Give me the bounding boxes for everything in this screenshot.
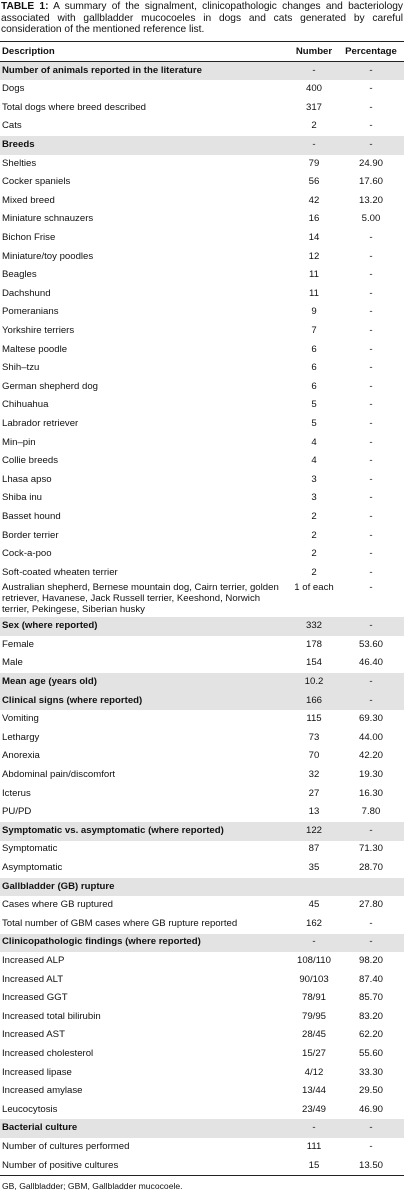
cell-percentage: 13.20: [358, 194, 383, 206]
cell-description: Increased ALP: [2, 954, 65, 966]
cell-number: 5: [311, 417, 317, 429]
cell-number: 4: [311, 436, 317, 448]
cell-percentage: -: [369, 83, 373, 95]
cell-description: Basset hound: [2, 510, 61, 522]
table-row: [0, 803, 404, 822]
cell-description: Yorkshire terriers: [2, 324, 75, 336]
cell-percentage: -: [369, 399, 373, 411]
cell-number: 16: [308, 213, 320, 225]
cell-description: Increased GGT: [2, 992, 68, 1004]
cell-number: 15: [290, 1157, 338, 1176]
cell-percentage: -: [369, 529, 373, 541]
table-row: [0, 489, 404, 508]
cell-description: Shih–tzu: [2, 362, 40, 374]
cell-description: Symptomatic: [2, 843, 58, 855]
table-row: [0, 322, 404, 341]
cell-percentage: 16.30: [358, 787, 383, 799]
cell-percentage: -: [369, 1140, 373, 1152]
cell-number: 9: [311, 306, 317, 318]
header-row: [0, 41, 404, 61]
cell-percentage: -: [369, 548, 373, 560]
cell-number: 1 of each: [294, 582, 334, 594]
cell-number: 115: [306, 713, 322, 725]
cell-description: Mixed breed: [2, 194, 55, 206]
table-row: [0, 545, 404, 564]
table-row: [0, 915, 404, 934]
cell-number: 13/44: [301, 1085, 326, 1097]
table-row: [0, 527, 404, 546]
cell-description: Cocker spaniels: [2, 176, 71, 188]
cell-number: 162: [305, 917, 322, 929]
cell-percentage: -: [369, 492, 373, 504]
cell-description: Pomeranians: [2, 306, 59, 318]
cell-percentage: 46.90: [358, 1103, 383, 1115]
cell-description: Beagles: [2, 269, 37, 281]
cell-percentage: 13.50: [338, 1157, 404, 1176]
section-row: [0, 934, 404, 953]
cell-description: Number of positive cultures: [0, 1157, 290, 1176]
cell-description: Increased ALT: [2, 973, 64, 985]
table-row: [0, 99, 404, 118]
cell-number: 317: [305, 101, 322, 113]
cell-percentage: 46.40: [358, 657, 383, 669]
cell-number: [290, 878, 338, 897]
cell-percentage: -: [338, 61, 404, 80]
cell-number: 90/103: [299, 973, 329, 985]
cell-number: 108/110: [297, 954, 331, 966]
cell-number: 56: [308, 176, 320, 188]
cell-number: 166: [290, 692, 338, 711]
cell-number: 10.2: [290, 673, 338, 692]
cell-number: -: [290, 136, 338, 155]
section-row: [0, 878, 404, 897]
section-row: [0, 617, 404, 636]
cell-percentage: 62.20: [358, 1029, 383, 1041]
cell-percentage: -: [338, 822, 404, 841]
cell-number: 3: [311, 492, 317, 504]
cell-number: 2: [311, 548, 317, 560]
cell-number: 28/45: [301, 1029, 326, 1041]
cell-description: Lhasa apso: [2, 473, 52, 485]
cell-description: Female: [2, 638, 34, 650]
cell-number: 32: [308, 769, 320, 781]
cell-percentage: -: [369, 287, 373, 299]
cell-description: Gallbladder (GB) rupture: [0, 878, 290, 897]
table-row: [0, 508, 404, 527]
cell-description: Icterus: [2, 787, 31, 799]
table-row: [0, 359, 404, 378]
table-row: [0, 1064, 404, 1083]
cell-description: Breeds: [0, 136, 290, 155]
cell-number: 79/95: [301, 1010, 326, 1022]
cell-percentage: -: [369, 566, 373, 578]
cell-description: Labrador retriever: [2, 417, 79, 429]
cell-number: 78/91: [301, 992, 326, 1004]
cell-description: Shiba inu: [2, 492, 43, 504]
cell-description: Leucocytosis: [2, 1103, 58, 1115]
cell-number: 2: [311, 529, 317, 541]
cell-description: Number of animals reported in the literature: [0, 61, 290, 80]
cell-number: 111: [306, 1140, 322, 1152]
cell-description: Increased AST: [2, 1029, 65, 1041]
cell-percentage: 5.00: [361, 213, 381, 225]
table-row: [0, 1026, 404, 1045]
table-row: [0, 118, 404, 137]
cell-number: -: [290, 1119, 338, 1138]
table-row: [0, 841, 404, 860]
cell-description: Bichon Frise: [2, 232, 56, 244]
cell-number: 6: [311, 362, 317, 374]
cell-percentage: -: [338, 692, 404, 711]
cell-number: 11: [309, 269, 319, 281]
table-row: [0, 1138, 404, 1157]
cell-number: 12: [308, 250, 320, 262]
cell-description: Increased lipase: [2, 1066, 72, 1078]
cell-description: Mean age (years old): [0, 673, 290, 692]
table-caption: [0, 0, 404, 41]
cell-percentage: -: [369, 306, 373, 318]
cell-percentage: -: [338, 1119, 404, 1138]
cell-percentage: 17.60: [358, 176, 383, 188]
cell-percentage: 27.80: [358, 899, 383, 911]
cell-description: Total number of GBM cases where GB rupture reported: [2, 917, 238, 929]
cell-percentage: -: [369, 436, 373, 448]
cell-number: 6: [311, 380, 317, 392]
header-number: Number: [290, 41, 338, 61]
cell-percentage: -: [369, 417, 373, 429]
table-row: [0, 1082, 404, 1101]
table-row: [0, 1045, 404, 1064]
section-row: [0, 822, 404, 841]
cell-number: 73: [308, 731, 320, 743]
cell-number: 154: [305, 657, 322, 669]
cell-number: 45: [308, 899, 320, 911]
cell-description: Dogs: [2, 83, 25, 95]
table-row: [0, 896, 404, 915]
cell-percentage: 29.50: [358, 1085, 383, 1097]
cell-percentage: -: [369, 101, 373, 113]
cell-percentage: -: [369, 269, 373, 281]
cell-percentage: -: [369, 510, 373, 522]
cell-description: Miniature schnauzers: [2, 213, 94, 225]
cell-percentage: 83.20: [358, 1010, 383, 1022]
cell-percentage: -: [369, 250, 373, 262]
cell-percentage: 33.30: [358, 1066, 383, 1078]
cell-percentage: -: [369, 473, 373, 485]
cell-description: Asymptomatic: [2, 862, 63, 874]
cell-description: Symptomatic vs. asymptomatic (where reported): [0, 822, 290, 841]
cell-number: 11: [309, 287, 319, 299]
cell-number: 87: [308, 843, 320, 855]
section-row: [0, 1119, 404, 1138]
table-row: [0, 80, 404, 99]
cell-number: 2: [311, 510, 317, 522]
cell-description: Clinicopathologic findings (where reported): [0, 934, 290, 953]
cell-description: Collie breeds: [2, 455, 58, 467]
cell-number: 122: [290, 822, 338, 841]
cell-description: Number of cultures performed: [2, 1140, 130, 1152]
table-row: [0, 229, 404, 248]
cell-number: 14: [308, 232, 320, 244]
cell-percentage: 85.70: [358, 992, 383, 1004]
cell-description: Dachshund: [2, 287, 51, 299]
section-row: [0, 673, 404, 692]
table-row: [0, 211, 404, 230]
cell-description: Miniature/toy poodles: [2, 250, 94, 262]
table-row: [0, 748, 404, 767]
table-row: [0, 192, 404, 211]
table-row: [0, 952, 404, 971]
table-row: [0, 341, 404, 360]
cell-percentage: -: [338, 617, 404, 636]
cell-description: Bacterial culture: [0, 1119, 290, 1138]
cell-number: 400: [305, 83, 322, 95]
cell-number: 13: [308, 806, 320, 818]
cell-description: Soft-coated wheaten terrier: [2, 566, 118, 578]
cell-number: 2: [311, 120, 317, 132]
cell-number: 2: [311, 566, 317, 578]
cell-percentage: -: [369, 380, 373, 392]
cell-description: German shepherd dog: [2, 380, 98, 392]
table-row: [0, 452, 404, 471]
table-body: [0, 61, 404, 1175]
table-row: [0, 434, 404, 453]
cell-percentage: -: [338, 673, 404, 692]
cell-description: Min–pin: [2, 436, 36, 448]
table-row: [0, 396, 404, 415]
cell-number: -: [290, 61, 338, 80]
table-row: [0, 266, 404, 285]
cell-description: Increased cholesterol: [2, 1047, 94, 1059]
cell-percentage: -: [369, 232, 373, 244]
cell-description: Vomiting: [2, 713, 39, 725]
table-row: [0, 1008, 404, 1027]
table-row: [0, 1101, 404, 1120]
cell-number: 70: [308, 750, 320, 762]
cell-description: Maltese poodle: [2, 343, 68, 355]
cell-number: -: [290, 934, 338, 953]
cell-description: Abdominal pain/discomfort: [2, 769, 116, 781]
cell-number: 6: [311, 343, 317, 355]
table-footnote: GB, Gallbladder; GBM, Gallbladder mucocoele.: [2, 1181, 183, 1191]
table-row: [0, 173, 404, 192]
cell-description: Chihuahua: [2, 399, 49, 411]
table-row: [0, 155, 404, 174]
cell-number: 332: [290, 617, 338, 636]
cell-description: Cats: [2, 120, 22, 132]
section-row: [0, 136, 404, 155]
cell-description: Shelties: [2, 157, 37, 169]
cell-percentage: 55.60: [358, 1047, 383, 1059]
table-row: [0, 471, 404, 490]
cell-description: PU/PD: [2, 806, 32, 818]
cell-percentage: -: [369, 362, 373, 374]
cell-number: 42: [308, 194, 320, 206]
table-row: [0, 564, 404, 583]
cell-percentage: -: [338, 934, 404, 953]
cell-percentage: [338, 878, 404, 897]
cell-percentage: -: [369, 120, 373, 132]
cell-percentage: -: [338, 136, 404, 155]
cell-number: 4: [311, 455, 317, 467]
caption-text: A summary of the signalment, clinicopathologic changes and bacteriology associated with gallbladder mucocoeles in dogs and cats generated by careful consideration of the mentioned reference list.: [1, 1, 403, 36]
cell-number: 4/12: [304, 1066, 324, 1078]
table-row: [0, 710, 404, 729]
cell-number: 79: [308, 157, 320, 169]
table-row: [0, 655, 404, 674]
cell-percentage: 7.80: [361, 806, 381, 818]
section-row: [0, 692, 404, 711]
section-row: [0, 61, 404, 80]
header-percentage: Percentage: [338, 41, 404, 61]
table-row: [0, 248, 404, 267]
cell-number: 15/27: [301, 1047, 326, 1059]
summary-table: [0, 41, 404, 1176]
cell-description: Clinical signs (where reported): [0, 692, 290, 711]
cell-percentage: 98.20: [358, 954, 383, 966]
cell-percentage: -: [369, 324, 373, 336]
cell-percentage: 28.70: [358, 862, 383, 874]
cell-percentage: 24.90: [358, 157, 383, 169]
cell-percentage: 71.30: [358, 843, 383, 855]
cell-description: Total dogs where breed described: [2, 101, 146, 113]
cell-description: Australian shepherd, Bernese mountain dog, Cairn terrier, golden retriever, Havanese, Jack Russell terrier, Keeshond, Norwich terrier, Pekingese, Siberian husky: [2, 582, 279, 615]
header-description: Description: [0, 41, 290, 61]
cell-description: Male: [2, 657, 23, 669]
cell-percentage: 53.60: [358, 638, 383, 650]
table-row: [0, 971, 404, 990]
cell-number: 35: [308, 862, 320, 874]
table-row: [0, 766, 404, 785]
table-row: [0, 785, 404, 804]
cell-percentage: 87.40: [358, 973, 383, 985]
cell-description: Anorexia: [2, 750, 40, 762]
cell-description: Increased amylase: [2, 1085, 83, 1097]
table-row: [0, 989, 404, 1008]
table-label: TABLE 1:: [1, 1, 49, 12]
table-row: [0, 285, 404, 304]
cell-description: Sex (where reported): [0, 617, 290, 636]
cell-description: Lethargy: [2, 731, 40, 743]
cell-percentage: 69.30: [358, 713, 383, 725]
cell-percentage: -: [369, 455, 373, 467]
cell-percentage: 44.00: [358, 731, 383, 743]
table-row: [0, 729, 404, 748]
cell-description: Cases where GB ruptured: [2, 899, 113, 911]
cell-number: 5: [311, 399, 317, 411]
cell-percentage: 19.30: [358, 769, 383, 781]
table-row: [0, 636, 404, 655]
cell-number: 27: [308, 787, 320, 799]
cell-description: Border terrier: [2, 529, 59, 541]
cell-number: 23/49: [301, 1103, 326, 1115]
cell-percentage: -: [369, 917, 373, 929]
table-row: [0, 582, 404, 617]
cell-percentage: 42.20: [358, 750, 383, 762]
cell-description: Cock-a-poo: [2, 548, 52, 560]
table-row: [0, 378, 404, 397]
table-row: [0, 859, 404, 878]
cell-percentage: -: [369, 343, 373, 355]
cell-number: 178: [305, 638, 322, 650]
table-row: [0, 304, 404, 323]
table-row: [0, 415, 404, 434]
cell-number: 3: [311, 473, 317, 485]
cell-description: Increased total bilirubin: [2, 1010, 101, 1022]
cell-percentage: -: [369, 582, 373, 594]
cell-number: 7: [311, 324, 317, 336]
